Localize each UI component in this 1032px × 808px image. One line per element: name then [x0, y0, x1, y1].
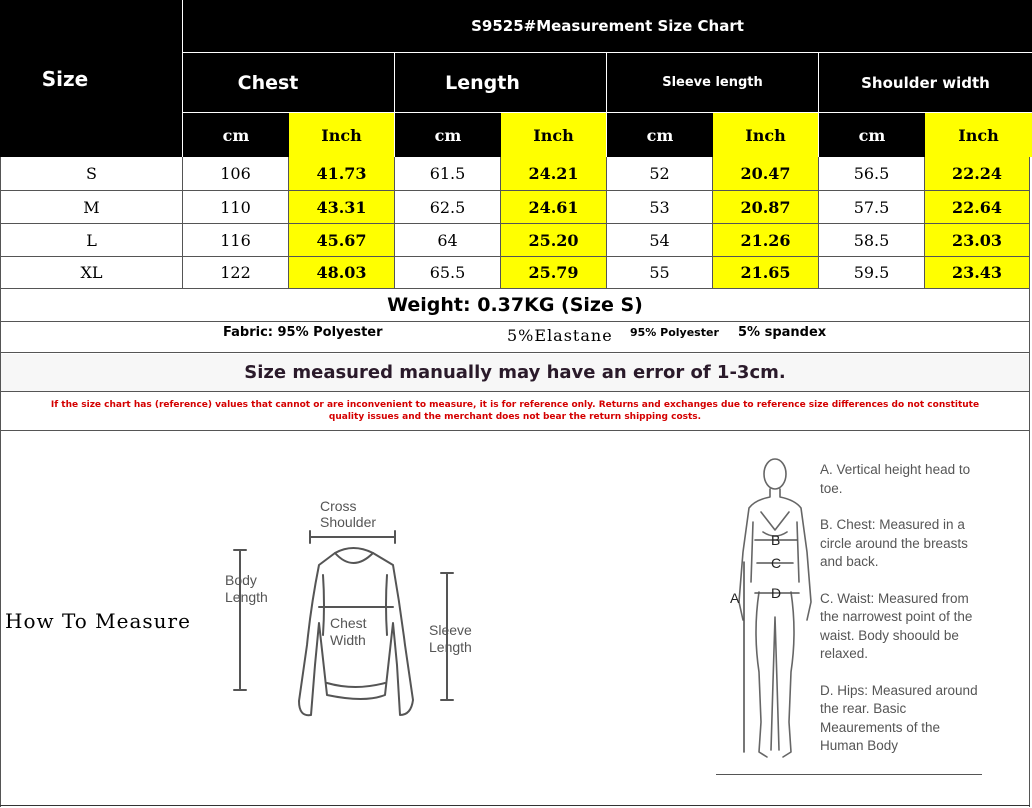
unit-cm-chest: cm	[183, 113, 289, 157]
inch-value-cell: 43.31	[289, 191, 395, 224]
sweater-hem	[327, 683, 385, 687]
inch-value-cell: 22.24	[925, 157, 1030, 191]
body-length-arrow	[234, 550, 246, 690]
cm-value-cell: 116	[183, 224, 289, 257]
cm-value-cell: 53	[607, 191, 713, 224]
body-notes	[820, 461, 985, 756]
fabric-row	[1, 322, 1029, 353]
cm-value-cell: 106	[183, 157, 289, 191]
chart-title: S9525#Measurement Size Chart	[183, 0, 1032, 52]
head-outline	[764, 459, 786, 489]
unit-cm-shoulder: cm	[819, 113, 925, 157]
body-baseline	[716, 774, 982, 775]
inch-value-cell: 20.87	[713, 191, 819, 224]
size-cell: L	[1, 224, 183, 257]
how-to-measure-label: How To Measure	[5, 609, 191, 633]
size-cell: XL	[1, 257, 183, 289]
inch-value-cell: 23.03	[925, 224, 1030, 257]
unit-cm-sleeve: cm	[607, 113, 713, 157]
cross-shoulder-label-1: Cross	[320, 498, 357, 514]
body-note-b: B. Chest: Measured in a circle around the breasts and back.	[820, 517, 968, 569]
unit-cm-length: cm	[395, 113, 501, 157]
inch-value-cell: 22.64	[925, 191, 1030, 224]
divider	[1, 430, 1029, 431]
cm-value-cell: 57.5	[819, 191, 925, 224]
size-cell: S	[1, 157, 183, 191]
cm-value-cell: 62.5	[395, 191, 501, 224]
weight-text: Weight: 0.37KG (Size S)	[1, 289, 1029, 322]
sweater-neck	[335, 553, 373, 563]
inch-value-cell: 25.79	[501, 257, 607, 289]
legs-outline	[756, 592, 794, 757]
label-a: A	[730, 590, 740, 606]
body-length-label-2: Length	[225, 589, 268, 605]
size-cell: M	[1, 191, 183, 224]
cm-value-cell: 64	[395, 224, 501, 257]
inch-value-cell: 20.47	[713, 157, 819, 191]
arms-outline	[751, 522, 799, 582]
inch-value-cell: 21.26	[713, 224, 819, 257]
bottom-border	[0, 805, 1030, 806]
cm-value-cell: 54	[607, 224, 713, 257]
inch-value-cell: 45.67	[289, 224, 395, 257]
disclaimer-text: If the size chart has (reference) values that cannot or are inconvenient to measure, it is for reference only. Returns and exchanges due to reference size differences do not constitute quality issues and the merchant does not bear the return shipping costs.	[50, 400, 980, 422]
cm-value-cell: 56.5	[819, 157, 925, 191]
col-header-chest: Chest	[183, 53, 353, 112]
chest-width-label-1: Chest	[330, 615, 367, 631]
body-note-c: C. Waist: Measured from the narrowest point of the waist. Body shoould be relaxed.	[820, 590, 973, 661]
cm-value-cell: 55	[607, 257, 713, 289]
unit-inch-sleeve: Inch	[713, 113, 818, 157]
col-header-shoulder: Shoulder width	[819, 53, 1032, 112]
cm-value-cell: 61.5	[395, 157, 501, 191]
cm-value-cell: 58.5	[819, 224, 925, 257]
col-header-sleeve: Sleeve length	[607, 53, 818, 112]
unit-inch-shoulder: Inch	[925, 113, 1032, 157]
sleeve-length-label-2: Length	[429, 639, 472, 655]
inch-value-cell: 24.61	[501, 191, 607, 224]
body-diagram	[715, 452, 815, 777]
col-header-length: Length	[395, 53, 570, 112]
body-note-a: A. Vertical height head to toe.	[820, 462, 971, 496]
cross-shoulder-arrow	[310, 531, 395, 543]
inch-value-cell: 21.65	[713, 257, 819, 289]
table-left-border	[0, 157, 1, 807]
sleeve-length-label-1: Sleeve	[429, 622, 472, 638]
cross-shoulder-label-2: Shoulder	[320, 514, 377, 530]
inch-value-cell: 25.20	[501, 224, 607, 257]
chest-width-label-2: Width	[330, 632, 366, 648]
fabric-text-d: 5% spandex	[738, 325, 827, 340]
unit-inch-chest: Inch	[289, 113, 394, 157]
fabric-text-c: 95% Polyester	[630, 326, 719, 339]
label-b: B	[771, 532, 781, 548]
inch-value-cell: 23.43	[925, 257, 1030, 289]
cm-value-cell: 59.5	[819, 257, 925, 289]
cm-value-cell: 52	[607, 157, 713, 191]
fabric-text-b: 5%Elastane	[507, 326, 613, 345]
cm-value-cell: 110	[183, 191, 289, 224]
inch-value-cell: 48.03	[289, 257, 395, 289]
label-d: D	[771, 585, 782, 601]
size-header: Size	[0, 0, 130, 157]
error-note: Size measured manually may have an error of 1-3cm.	[1, 354, 1029, 392]
cm-value-cell: 122	[183, 257, 289, 289]
body-note-d: D. Hips: Measured around the rear. Basic Meaurements of the Human Body	[820, 682, 978, 753]
body-length-label-1: Body	[225, 572, 257, 588]
fabric-text-a: Fabric: 95% Polyester	[223, 325, 383, 340]
unit-inch-length: Inch	[501, 113, 606, 157]
table-right-border	[1029, 157, 1030, 807]
label-c: C	[771, 555, 782, 571]
inch-value-cell: 24.21	[501, 157, 607, 191]
garment-diagram	[215, 495, 495, 730]
cm-value-cell: 65.5	[395, 257, 501, 289]
inch-value-cell: 41.73	[289, 157, 395, 191]
